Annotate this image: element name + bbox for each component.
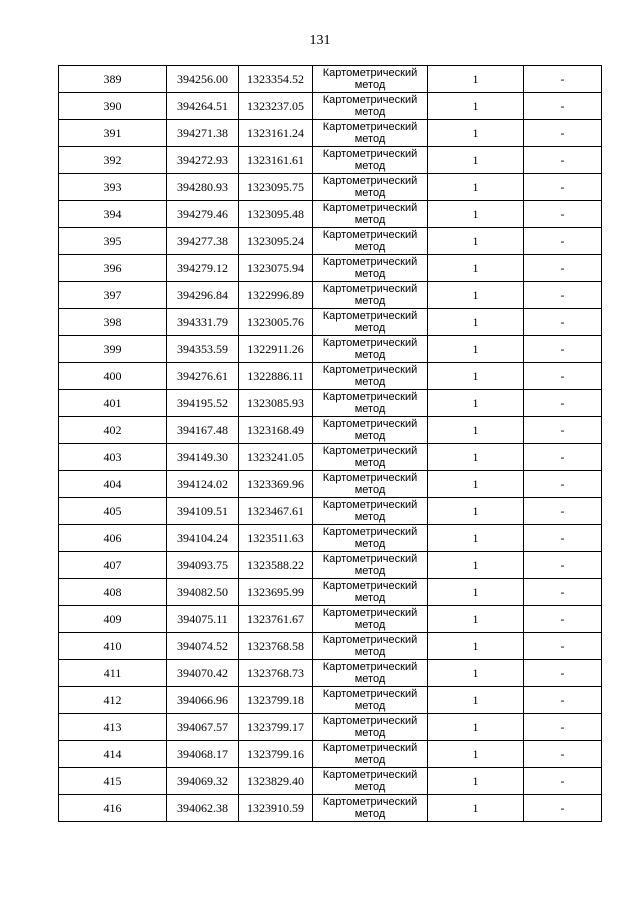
note-cell: - (524, 390, 602, 417)
x-coordinate-cell: 394280.93 (167, 174, 239, 201)
point-number-cell: 398 (59, 309, 167, 336)
x-coordinate-cell: 394070.42 (167, 660, 239, 687)
y-coordinate-cell: 1323161.24 (239, 120, 313, 147)
table-row (59, 579, 602, 606)
y-coordinate-cell: 1323768.73 (239, 660, 313, 687)
method-cell (313, 147, 428, 174)
y-coordinate-cell: 1322886.11 (239, 363, 313, 390)
table-row (59, 795, 602, 822)
table-row (59, 309, 602, 336)
table-row (59, 660, 602, 687)
note-cell: - (524, 606, 602, 633)
quantity-cell: 1 (428, 660, 524, 687)
quantity-cell: 1 (428, 741, 524, 768)
method-label: Картометрический метод (322, 796, 418, 820)
note-cell: - (524, 633, 602, 660)
note-cell: - (524, 201, 602, 228)
y-coordinate-cell: 1323829.40 (239, 768, 313, 795)
method-cell (313, 417, 428, 444)
y-coordinate-cell: 1323799.17 (239, 714, 313, 741)
y-coordinate-cell: 1323075.94 (239, 255, 313, 282)
point-number-cell: 416 (59, 795, 167, 822)
x-coordinate-cell: 394353.59 (167, 336, 239, 363)
method-label: Картометрический метод (322, 499, 418, 523)
note-cell: - (524, 741, 602, 768)
x-coordinate-cell: 394082.50 (167, 579, 239, 606)
x-coordinate-cell: 394074.52 (167, 633, 239, 660)
quantity-cell: 1 (428, 66, 524, 93)
table-row (59, 147, 602, 174)
method-cell (313, 255, 428, 282)
method-label: Картометрический метод (322, 715, 418, 739)
note-cell: - (524, 525, 602, 552)
table-row (59, 363, 602, 390)
method-label: Картометрический метод (322, 256, 418, 280)
quantity-cell: 1 (428, 444, 524, 471)
table-row (59, 228, 602, 255)
note-cell: - (524, 120, 602, 147)
point-number-cell: 403 (59, 444, 167, 471)
quantity-cell: 1 (428, 174, 524, 201)
x-coordinate-cell: 394124.02 (167, 471, 239, 498)
quantity-cell: 1 (428, 228, 524, 255)
table-row (59, 687, 602, 714)
method-label: Картометрический метод (322, 580, 418, 604)
table-row (59, 174, 602, 201)
point-number-cell: 411 (59, 660, 167, 687)
table-row (59, 714, 602, 741)
y-coordinate-cell: 1323511.63 (239, 525, 313, 552)
note-cell: - (524, 147, 602, 174)
point-number-cell: 395 (59, 228, 167, 255)
quantity-cell: 1 (428, 579, 524, 606)
quantity-cell: 1 (428, 336, 524, 363)
coordinates-table (58, 65, 602, 822)
x-coordinate-cell: 394264.51 (167, 93, 239, 120)
table-row (59, 417, 602, 444)
point-number-cell: 406 (59, 525, 167, 552)
method-cell (313, 795, 428, 822)
y-coordinate-cell: 1323161.61 (239, 147, 313, 174)
quantity-cell: 1 (428, 552, 524, 579)
table-row (59, 201, 602, 228)
y-coordinate-cell: 1323369.96 (239, 471, 313, 498)
y-coordinate-cell: 1323695.99 (239, 579, 313, 606)
point-number-cell: 392 (59, 147, 167, 174)
method-cell (313, 228, 428, 255)
quantity-cell: 1 (428, 120, 524, 147)
method-label: Картометрический метод (322, 121, 418, 145)
point-number-cell: 404 (59, 471, 167, 498)
quantity-cell: 1 (428, 390, 524, 417)
point-number-cell: 397 (59, 282, 167, 309)
note-cell: - (524, 336, 602, 363)
point-number-cell: 400 (59, 363, 167, 390)
x-coordinate-cell: 394067.57 (167, 714, 239, 741)
x-coordinate-cell: 394075.11 (167, 606, 239, 633)
x-coordinate-cell: 394062.38 (167, 795, 239, 822)
point-number-cell: 409 (59, 606, 167, 633)
y-coordinate-cell: 1323761.67 (239, 606, 313, 633)
method-label: Картометрический метод (322, 229, 418, 253)
quantity-cell: 1 (428, 417, 524, 444)
note-cell: - (524, 228, 602, 255)
page-number: 131 (309, 33, 331, 48)
method-label: Картометрический метод (322, 418, 418, 442)
method-cell (313, 471, 428, 498)
method-cell (313, 552, 428, 579)
method-label: Картометрический метод (322, 472, 418, 496)
table-row (59, 606, 602, 633)
y-coordinate-cell: 1323910.59 (239, 795, 313, 822)
point-number-cell: 415 (59, 768, 167, 795)
x-coordinate-cell: 394167.48 (167, 417, 239, 444)
x-coordinate-cell: 394093.75 (167, 552, 239, 579)
quantity-cell: 1 (428, 201, 524, 228)
note-cell: - (524, 471, 602, 498)
x-coordinate-cell: 394296.84 (167, 282, 239, 309)
y-coordinate-cell: 1323799.18 (239, 687, 313, 714)
note-cell: - (524, 552, 602, 579)
quantity-cell: 1 (428, 282, 524, 309)
method-cell (313, 336, 428, 363)
quantity-cell: 1 (428, 309, 524, 336)
note-cell: - (524, 282, 602, 309)
method-label: Картометрический метод (322, 661, 418, 685)
point-number-cell: 391 (59, 120, 167, 147)
note-cell: - (524, 795, 602, 822)
note-cell: - (524, 768, 602, 795)
x-coordinate-cell: 394272.93 (167, 147, 239, 174)
point-number-cell: 408 (59, 579, 167, 606)
point-number-cell: 413 (59, 714, 167, 741)
x-coordinate-cell: 394277.38 (167, 228, 239, 255)
y-coordinate-cell: 1322996.89 (239, 282, 313, 309)
x-coordinate-cell: 394276.61 (167, 363, 239, 390)
method-cell (313, 633, 428, 660)
method-cell (313, 606, 428, 633)
method-cell (313, 174, 428, 201)
point-number-cell: 390 (59, 93, 167, 120)
x-coordinate-cell: 394068.17 (167, 741, 239, 768)
note-cell: - (524, 363, 602, 390)
method-label: Картометрический метод (322, 553, 418, 577)
method-label: Картометрический метод (322, 337, 418, 361)
method-label: Картометрический метод (322, 94, 418, 118)
method-label: Картометрический метод (322, 742, 418, 766)
note-cell: - (524, 444, 602, 471)
method-label: Картометрический метод (322, 364, 418, 388)
quantity-cell: 1 (428, 363, 524, 390)
table-row (59, 741, 602, 768)
x-coordinate-cell: 394256.00 (167, 66, 239, 93)
method-cell (313, 363, 428, 390)
method-label: Картометрический метод (322, 688, 418, 712)
note-cell: - (524, 66, 602, 93)
quantity-cell: 1 (428, 714, 524, 741)
note-cell: - (524, 93, 602, 120)
note-cell: - (524, 498, 602, 525)
method-cell (313, 93, 428, 120)
x-coordinate-cell: 394279.46 (167, 201, 239, 228)
quantity-cell: 1 (428, 606, 524, 633)
x-coordinate-cell: 394331.79 (167, 309, 239, 336)
y-coordinate-cell: 1322911.26 (239, 336, 313, 363)
method-label: Картометрический метод (322, 391, 418, 415)
method-cell (313, 282, 428, 309)
method-cell (313, 714, 428, 741)
y-coordinate-cell: 1323241.05 (239, 444, 313, 471)
point-number-cell: 407 (59, 552, 167, 579)
point-number-cell: 414 (59, 741, 167, 768)
method-label: Картометрический метод (322, 607, 418, 631)
method-cell (313, 660, 428, 687)
note-cell: - (524, 579, 602, 606)
x-coordinate-cell: 394104.24 (167, 525, 239, 552)
y-coordinate-cell: 1323095.24 (239, 228, 313, 255)
point-number-cell: 396 (59, 255, 167, 282)
method-cell (313, 444, 428, 471)
method-cell (313, 498, 428, 525)
y-coordinate-cell: 1323168.49 (239, 417, 313, 444)
quantity-cell: 1 (428, 255, 524, 282)
point-number-cell: 389 (59, 66, 167, 93)
quantity-cell: 1 (428, 525, 524, 552)
table-row (59, 471, 602, 498)
quantity-cell: 1 (428, 147, 524, 174)
method-label: Картометрический метод (322, 769, 418, 793)
point-number-cell: 412 (59, 687, 167, 714)
y-coordinate-cell: 1323085.93 (239, 390, 313, 417)
x-coordinate-cell: 394149.30 (167, 444, 239, 471)
y-coordinate-cell: 1323095.75 (239, 174, 313, 201)
note-cell: - (524, 309, 602, 336)
method-cell (313, 309, 428, 336)
method-cell (313, 579, 428, 606)
note-cell: - (524, 255, 602, 282)
point-number-cell: 410 (59, 633, 167, 660)
point-number-cell: 401 (59, 390, 167, 417)
table-row (59, 93, 602, 120)
table-row (59, 633, 602, 660)
y-coordinate-cell: 1323799.16 (239, 741, 313, 768)
table-row (59, 120, 602, 147)
coordinates-table-body (59, 66, 602, 822)
note-cell: - (524, 687, 602, 714)
method-label: Картометрический метод (322, 175, 418, 199)
method-cell (313, 687, 428, 714)
table-row (59, 552, 602, 579)
note-cell: - (524, 174, 602, 201)
x-coordinate-cell: 394271.38 (167, 120, 239, 147)
point-number-cell: 399 (59, 336, 167, 363)
table-row (59, 255, 602, 282)
table-row (59, 498, 602, 525)
quantity-cell: 1 (428, 795, 524, 822)
method-label: Картометрический метод (322, 148, 418, 172)
x-coordinate-cell: 394279.12 (167, 255, 239, 282)
point-number-cell: 394 (59, 201, 167, 228)
y-coordinate-cell: 1323354.52 (239, 66, 313, 93)
table-row (59, 336, 602, 363)
method-cell (313, 741, 428, 768)
x-coordinate-cell: 394066.96 (167, 687, 239, 714)
y-coordinate-cell: 1323095.48 (239, 201, 313, 228)
method-label: Картометрический метод (322, 67, 418, 91)
point-number-cell: 402 (59, 417, 167, 444)
y-coordinate-cell: 1323467.61 (239, 498, 313, 525)
method-cell (313, 525, 428, 552)
table-row (59, 282, 602, 309)
y-coordinate-cell: 1323588.22 (239, 552, 313, 579)
y-coordinate-cell: 1323768.58 (239, 633, 313, 660)
method-cell (313, 390, 428, 417)
method-label: Картометрический метод (322, 526, 418, 550)
x-coordinate-cell: 394069.32 (167, 768, 239, 795)
note-cell: - (524, 417, 602, 444)
quantity-cell: 1 (428, 93, 524, 120)
method-label: Картометрический метод (322, 634, 418, 658)
table-row (59, 390, 602, 417)
method-label: Картометрический метод (322, 283, 418, 307)
method-label: Картометрический метод (322, 202, 418, 226)
y-coordinate-cell: 1323237.05 (239, 93, 313, 120)
quantity-cell: 1 (428, 687, 524, 714)
quantity-cell: 1 (428, 768, 524, 795)
table-row (59, 768, 602, 795)
method-label: Картометрический метод (322, 310, 418, 334)
note-cell: - (524, 660, 602, 687)
method-cell (313, 66, 428, 93)
table-row (59, 525, 602, 552)
x-coordinate-cell: 394195.52 (167, 390, 239, 417)
method-cell (313, 201, 428, 228)
note-cell: - (524, 714, 602, 741)
method-cell (313, 768, 428, 795)
quantity-cell: 1 (428, 498, 524, 525)
method-label: Картометрический метод (322, 445, 418, 469)
table-row (59, 66, 602, 93)
table-row (59, 444, 602, 471)
y-coordinate-cell: 1323005.76 (239, 309, 313, 336)
method-cell (313, 120, 428, 147)
point-number-cell: 405 (59, 498, 167, 525)
x-coordinate-cell: 394109.51 (167, 498, 239, 525)
quantity-cell: 1 (428, 633, 524, 660)
point-number-cell: 393 (59, 174, 167, 201)
quantity-cell: 1 (428, 471, 524, 498)
